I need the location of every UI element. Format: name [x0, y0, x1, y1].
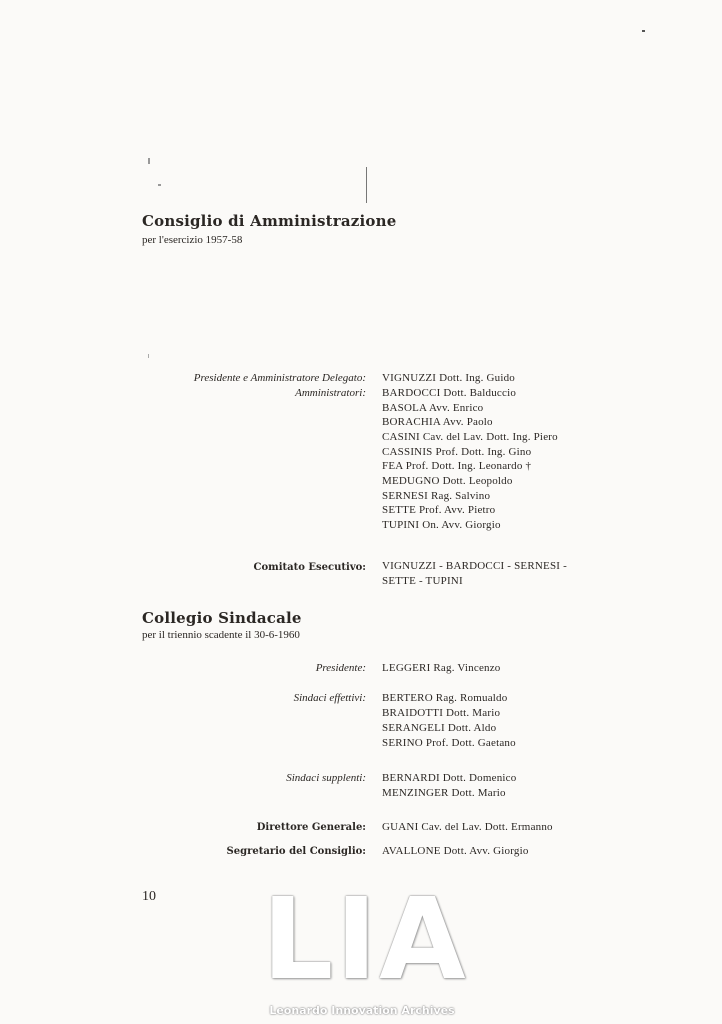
amministratore-item: TUPINI On. Avv. Giorgio [382, 519, 501, 531]
section-title-consiglio: Consiglio di Amministrazione [142, 212, 397, 230]
label-presidente-collegio: Presidente: [315, 662, 366, 674]
value-presidente-collegio: LEGGERI Rag. Vincenzo [382, 662, 501, 674]
amministratore-item: MEDUGNO Dott. Leopoldo [382, 475, 513, 487]
section-subtitle-consiglio: per l'esercizio 1957-58 [142, 234, 243, 246]
value-segretario-consiglio: AVALLONE Dott. Avv. Giorgio [382, 845, 529, 857]
amministratore-item: CASSINIS Prof. Dott. Ing. Gino [382, 446, 532, 458]
amministratore-item: CASINI Cav. del Lav. Dott. Ing. Piero [382, 431, 558, 443]
sindaco-supplente-item: MENZINGER Dott. Mario [382, 787, 506, 799]
scan-speck [366, 167, 367, 203]
comitato-line: VIGNUZZI - BARDOCCI - SERNESI - [382, 560, 567, 572]
scan-speck [158, 184, 161, 186]
value-direttore-generale: GUANI Cav. del Lav. Dott. Ermanno [382, 821, 553, 833]
sindaco-effettivo-item: BERTERO Rag. Romualdo [382, 692, 508, 704]
amministratore-item: BASOLA Avv. Enrico [382, 402, 484, 414]
section-subtitle-collegio: per il triennio scadente il 30-6-1960 [142, 629, 300, 641]
sindaco-effettivo-item: SERINO Prof. Dott. Gaetano [382, 737, 516, 749]
page-number: 10 [142, 889, 156, 904]
label-direttore-generale: Direttore Generale: [256, 822, 366, 833]
scan-speck [148, 354, 149, 358]
value-presidente-delegato: VIGNUZZI Dott. Ing. Guido [382, 372, 516, 384]
label-comitato-esecutivo: Comitato Esecutivo: [253, 562, 366, 573]
amministratore-item: SERNESI Rag. Salvino [382, 490, 491, 502]
label-sindaci-supplenti: Sindaci supplenti: [286, 772, 366, 784]
label-sindaci-effettivi: Sindaci effettivi: [293, 692, 366, 704]
amministratore-item: FEA Prof. Dott. Ing. Leonardo † [382, 460, 532, 472]
label-presidente-delegato: Presidente e Amministratore Delegato: [193, 372, 366, 384]
label-amministratori: Amministratori: [295, 387, 366, 399]
amministratore-item: SETTE Prof. Avv. Pietro [382, 504, 496, 516]
scan-speck [642, 30, 645, 32]
comitato-line: SETTE - TUPINI [382, 575, 463, 587]
amministratore-item: BORACHIA Avv. Paolo [382, 416, 493, 428]
watermark-caption: Leonardo Innovation Archives [269, 1004, 455, 1017]
scan-speck [148, 158, 150, 164]
section-title-collegio: Collegio Sindacale [142, 609, 302, 627]
sindaco-effettivo-item: BRAIDOTTI Dott. Mario [382, 707, 501, 719]
sindaco-effettivo-item: SERANGELI Dott. Aldo [382, 722, 497, 734]
sindaco-supplente-item: BERNARDI Dott. Domenico [382, 772, 517, 784]
watermark-logo [262, 875, 468, 1020]
amministratore-item: BARDOCCI Dott. Balduccio [382, 387, 517, 399]
watermark-logo-text: LIA [262, 875, 468, 1005]
label-segretario-consiglio: Segretario del Consiglio: [226, 846, 366, 857]
